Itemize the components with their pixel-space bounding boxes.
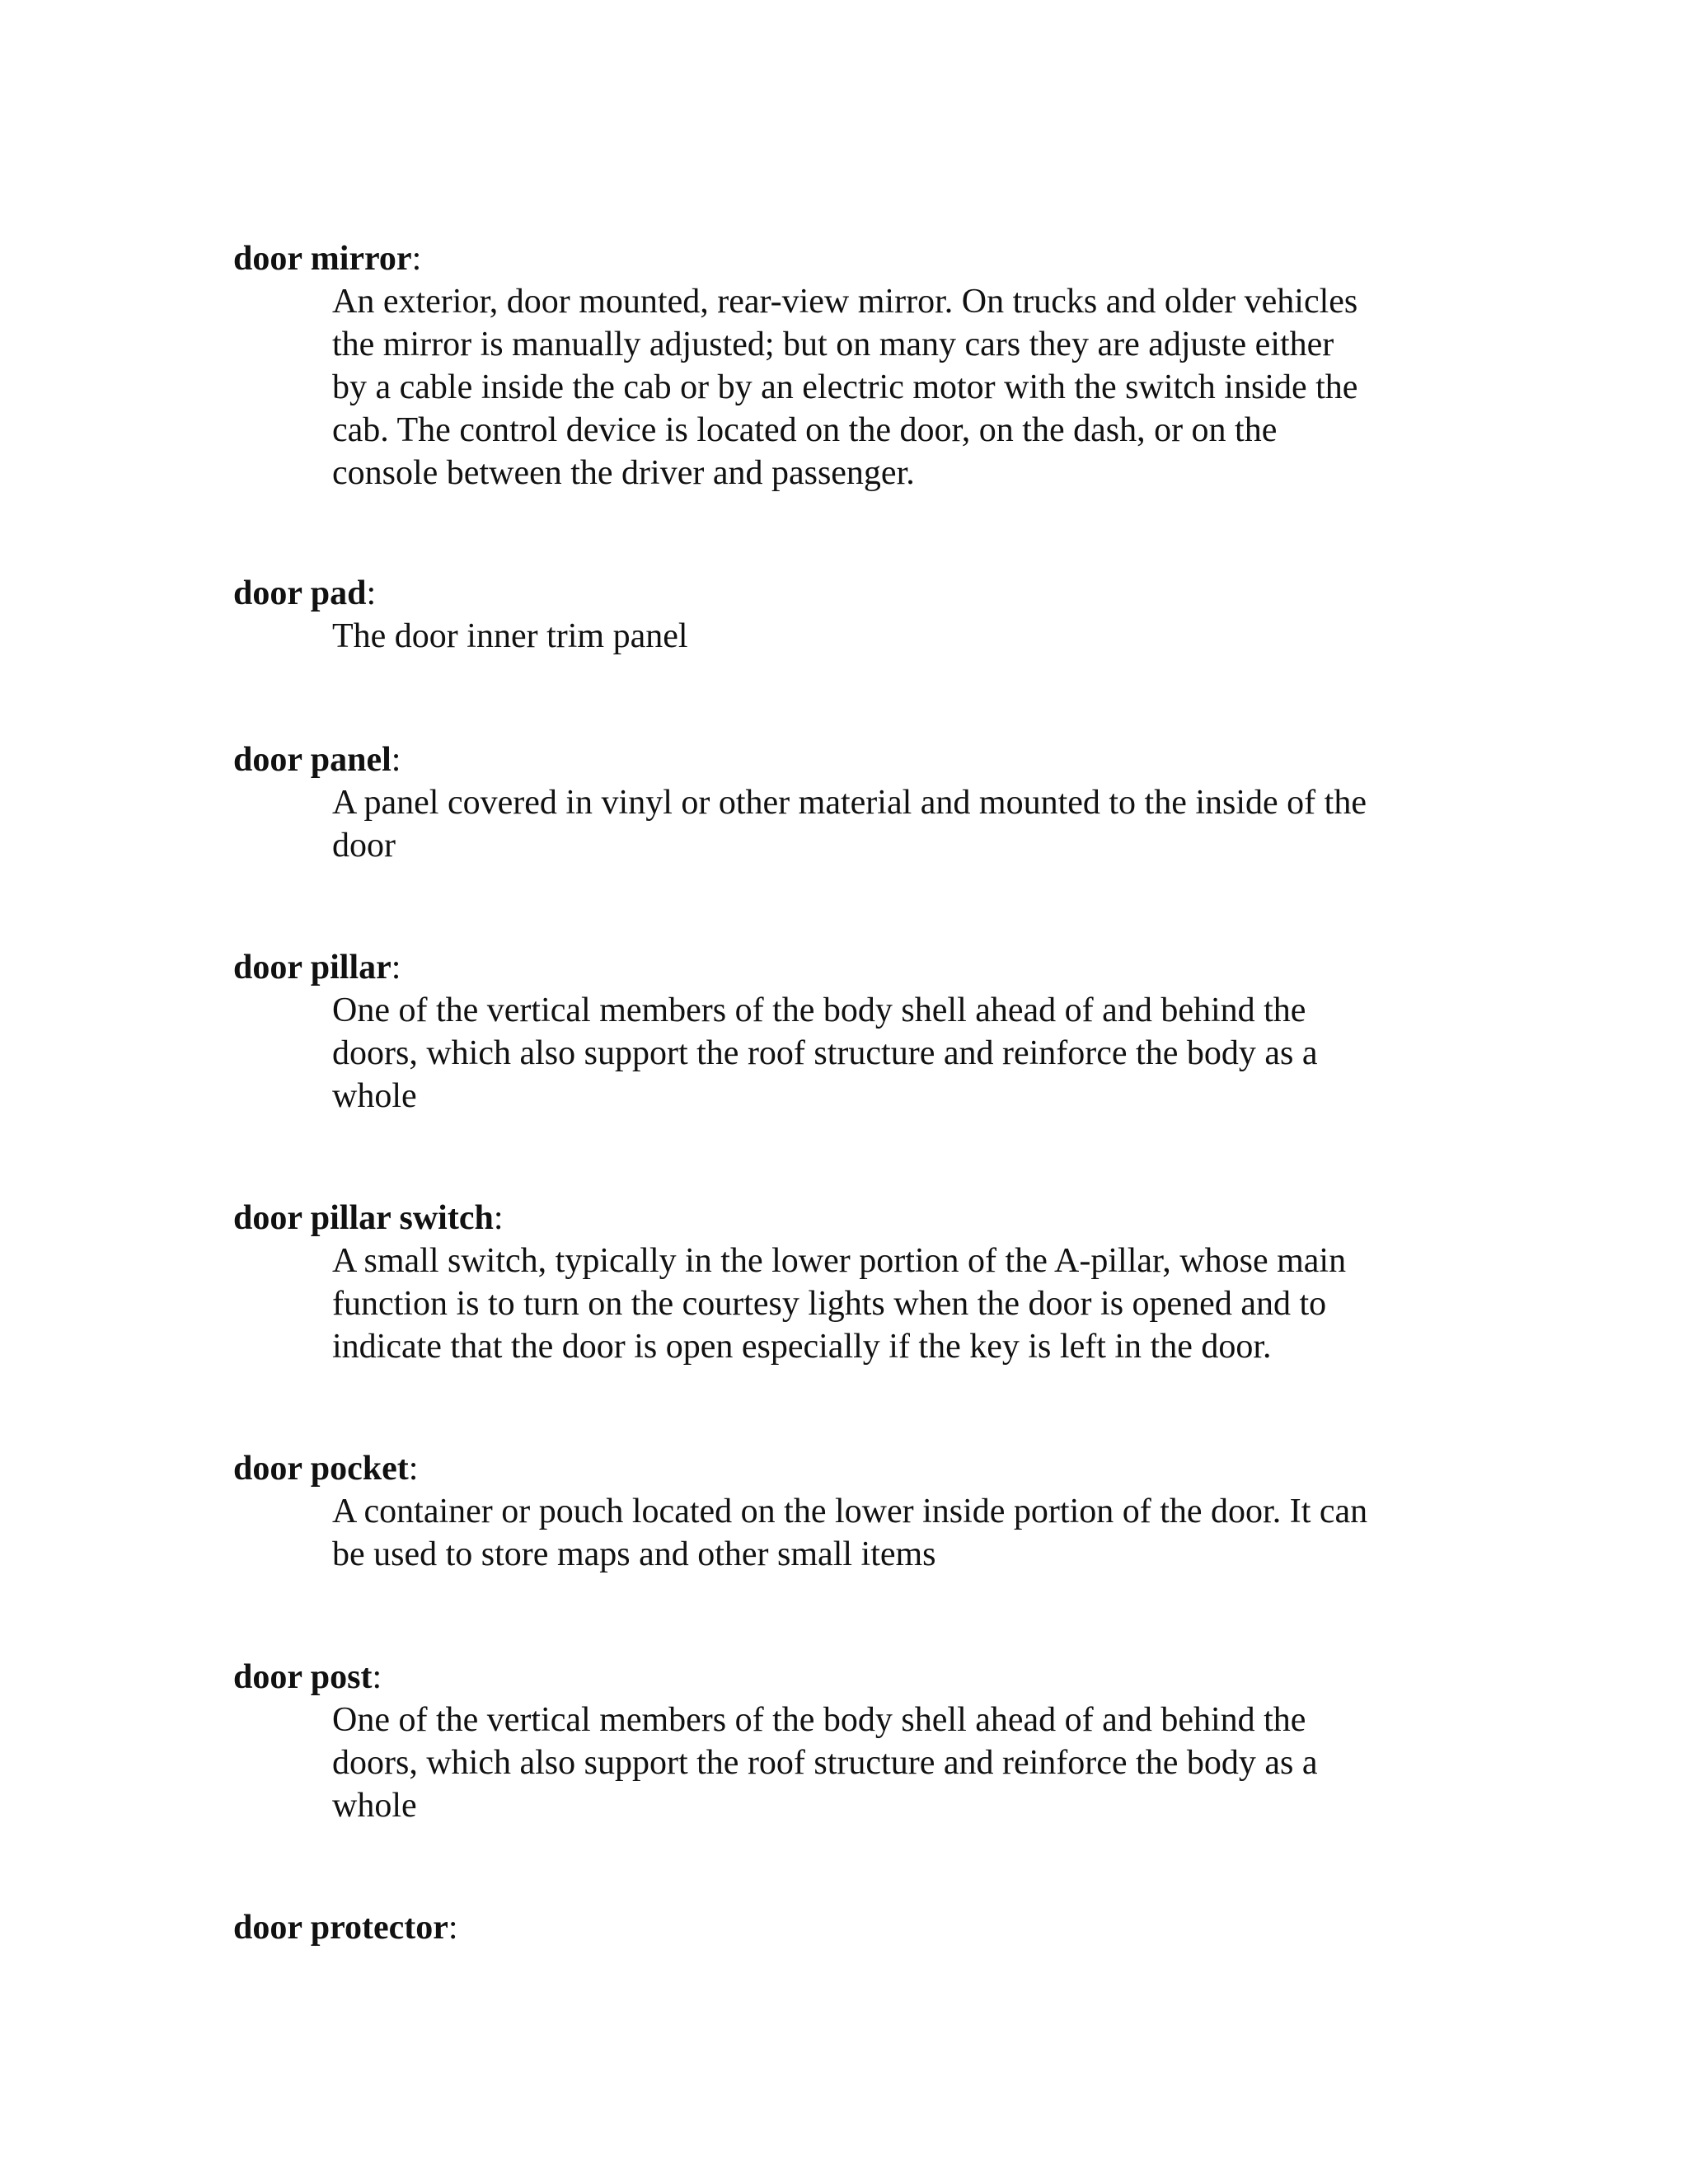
term-line [233,572,1470,615]
term-line [233,237,1470,280]
term-line [233,738,1470,781]
term: door pillar switch [233,1199,494,1237]
definition: A container or pouch located on the lower inside portion of the door. It can be used to store maps and other small items [332,1493,1368,1573]
definition: One of the vertical members of the body shell ahead of and behind the doors, which also support the roof structure and reinforce the body as a whole [332,1701,1318,1825]
definition: A small switch, typically in the lower portion of the A-pillar, whose main function is to turn on the courtesy lights when the door is opened and to indicate that the door is open especially if the key is left in the door. [332,1242,1347,1366]
definition: An exterior, door mounted, rear-view mirror. On trucks and older vehicles the mirror is manually adjusted; but on many cars they are adjuste either by a cable inside the cab or by an electric motor with the switch inside the cab. The control device is located on the door, on the dash, or on the console between the driver and passenger. [332,283,1358,492]
term-line [233,1906,1470,1949]
term-colon: : [493,1199,504,1237]
term-line [233,1447,1470,1490]
definition: A panel covered in vinyl or other material and mounted to the inside of the door [332,784,1367,865]
glossary-entry-door-mirror [233,237,1470,494]
term: door protector [233,1909,448,1947]
glossary-entry-door-pocket [233,1447,1470,1576]
term: door panel [233,741,392,779]
term-colon: : [366,574,377,612]
term-colon: : [391,741,401,779]
term: door post [233,1658,373,1696]
term: door mirror [233,240,412,278]
glossary-entry-door-post [233,1656,1470,1827]
glossary-entry-door-pad [233,572,1470,658]
term-line [233,1656,1470,1699]
glossary-entry-door-protector [233,1906,1470,1949]
glossary-entry-door-pillar [233,946,1470,1118]
term-colon: : [372,1658,382,1696]
term-colon: : [408,1450,419,1488]
term-colon: : [391,949,401,987]
definition: The door inner trim panel [332,617,688,655]
term: door pad [233,574,367,612]
term-colon: : [448,1909,458,1947]
term-line [233,946,1470,989]
glossary-entry-door-panel [233,738,1470,867]
glossary-entry-door-pillar-switch [233,1197,1470,1368]
term-colon: : [411,240,422,278]
term: door pillar [233,949,392,987]
term: door pocket [233,1450,409,1488]
term-line [233,1197,1470,1240]
definition: One of the vertical members of the body shell ahead of and behind the doors, which also support the roof structure and reinforce the body as a whole [332,991,1318,1115]
